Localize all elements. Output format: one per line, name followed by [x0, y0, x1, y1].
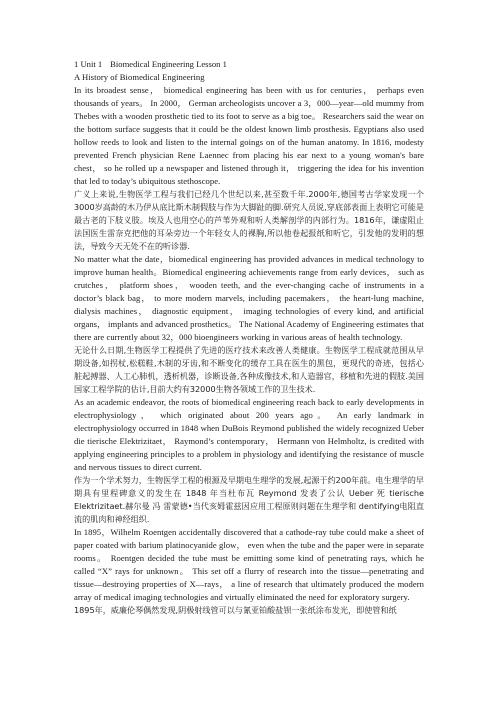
lesson-label: Biomedical Engineering Lesson 1 [110, 59, 227, 69]
paragraph-zh-3: 作为一个学术努力，生物医学工程的根源及早期电生理学的发展,起源于约200年前。电生理学的早期具有里程碑意义的发生在 1848 年当杜布瓦 Reymond 发表了公认 Ueber 死 tierische Elektrizitaet.赫尔曼 冯 雷蒙德•当代亥姆霍兹因应用工程原则问题在生理学和 dentifying电阻直流的肌肉和神经组织. [74, 475, 424, 524]
lesson-header [74, 58, 424, 71]
paragraph-zh-1: 广义上来说,生物医学工程与我们已经几个世纪以来,甚至数千年.2000年,德国考古学家发现一个3000岁高龄的木乃伊从底比斯木制假肢与作为大脚趾的脚.研究人员说,穿底部表面上表明它可能是最古老的下肢义肢。埃及人也用空心的芦苇外观和听人类解剖学的内部行为。1816年，谦虚阻止法国医生雷奈克把他的耳朵旁边一个年轻女人的裸胸,所以他卷起报纸和听它，引发他的发明的想法，导致今天无处不在的听诊器. [74, 189, 424, 251]
paragraph-zh-2: 无论什么日期,生物医学工程提供了先进的医疗技术来改善人类健康。生物医学工程成就范围从早期设备,如拐杖,松糕鞋,木制的牙齿,和不断变化的缓存工具在医生的黑包，更现代的奇迹，包括心脏起搏器、人工心肺机，透析机器，诊断设备,各种成像技术,和人造器官，移植和先进的假肢.美国国家工程学院的估计,目前大约有32000生物各领域工作的卫生技术. [74, 345, 424, 394]
paragraph-en-1: In its broadest sense， biomedical engineering has been with us for centuries， perhaps even thousands of years。 In 2000， German archeologists uncover a 3，000—year—old mummy from Thebes with a wooden prosthetic tied to its foot to serve as a big toe。 Researchers said the wear on the bottom surface suggests that it could be the oldest known limb prosthesis. Egyptians also used hollow reeds to look and listen to the internal goings on of the human anatomy. In 1816, modesty prevented French physician Rene Laennec from placing his ear next to a young woman's bare chest， so he rolled up a newspaper and listened through it， triggering the idea for his invention that led to today’s ubiquitous stethoscope. [74, 85, 424, 186]
paragraph-en-2: No matter what the date，biomedical engineering has provided advances in medical technology to improve human health。Biomedical engineering achievements range from early devices， such as crutches， platform shoes， wooden teeth, and the ever-changing cache of instruments in a doctor’s black bag， to more modern marvels, including pacemakers， the heart-lung machine, dialysis machines， diagnostic equipment， imaging technologies of every kind, and artificial organs， implants and advanced prosthetics。 The National Academy of Engineering estimates that there are currently about 32，000 bioengineers working in various areas of health technology. [74, 254, 424, 342]
document-body [74, 58, 424, 617]
unit-label: 1 Unit 1 [74, 59, 103, 69]
paragraph-en-4: In 1895，Wilhelm Roentgen accidentally discovered that a cathode-ray tube could make a sheet of paper coated with barium platinocyanide glow， even when the tube and the paper were in separate rooms。 Roentgen decided the tube must be emitting some kind of penetrating rays, which he called “X” rays for unknown。 This set off a flurry of research into the tissue—penetrating and tissue—destroying properties of X—rays， a line of research that ultimately produced the modern array of medical imaging technologies and virtually eliminated the need for exploratory surgery. [74, 527, 424, 602]
document-title: A History of Biomedical Engineering [74, 72, 205, 82]
paragraph-zh-4: 1895年，威廉伦琴偶然发现,阴极射线管可以与氰亚铂酸盐钡一张纸涂布发光，即使管和纸 [74, 605, 397, 615]
paragraph-en-3: As an academic endeavor, the roots of biomedical engineering reach back to early developments in electrophysiology， which originated about 200 years ago。 An early landmark in electrophysiology occurred in 1848 when DuBois Reymond published the widely recognized Ueber die tierische Elektrizitaet， Raymond’s contemporary， Hermann von Helmholtz, is credited with applying engineering principles to a problem in physiology and identifying the resistance of muscle and nervous tissues to direct current. [74, 397, 424, 472]
